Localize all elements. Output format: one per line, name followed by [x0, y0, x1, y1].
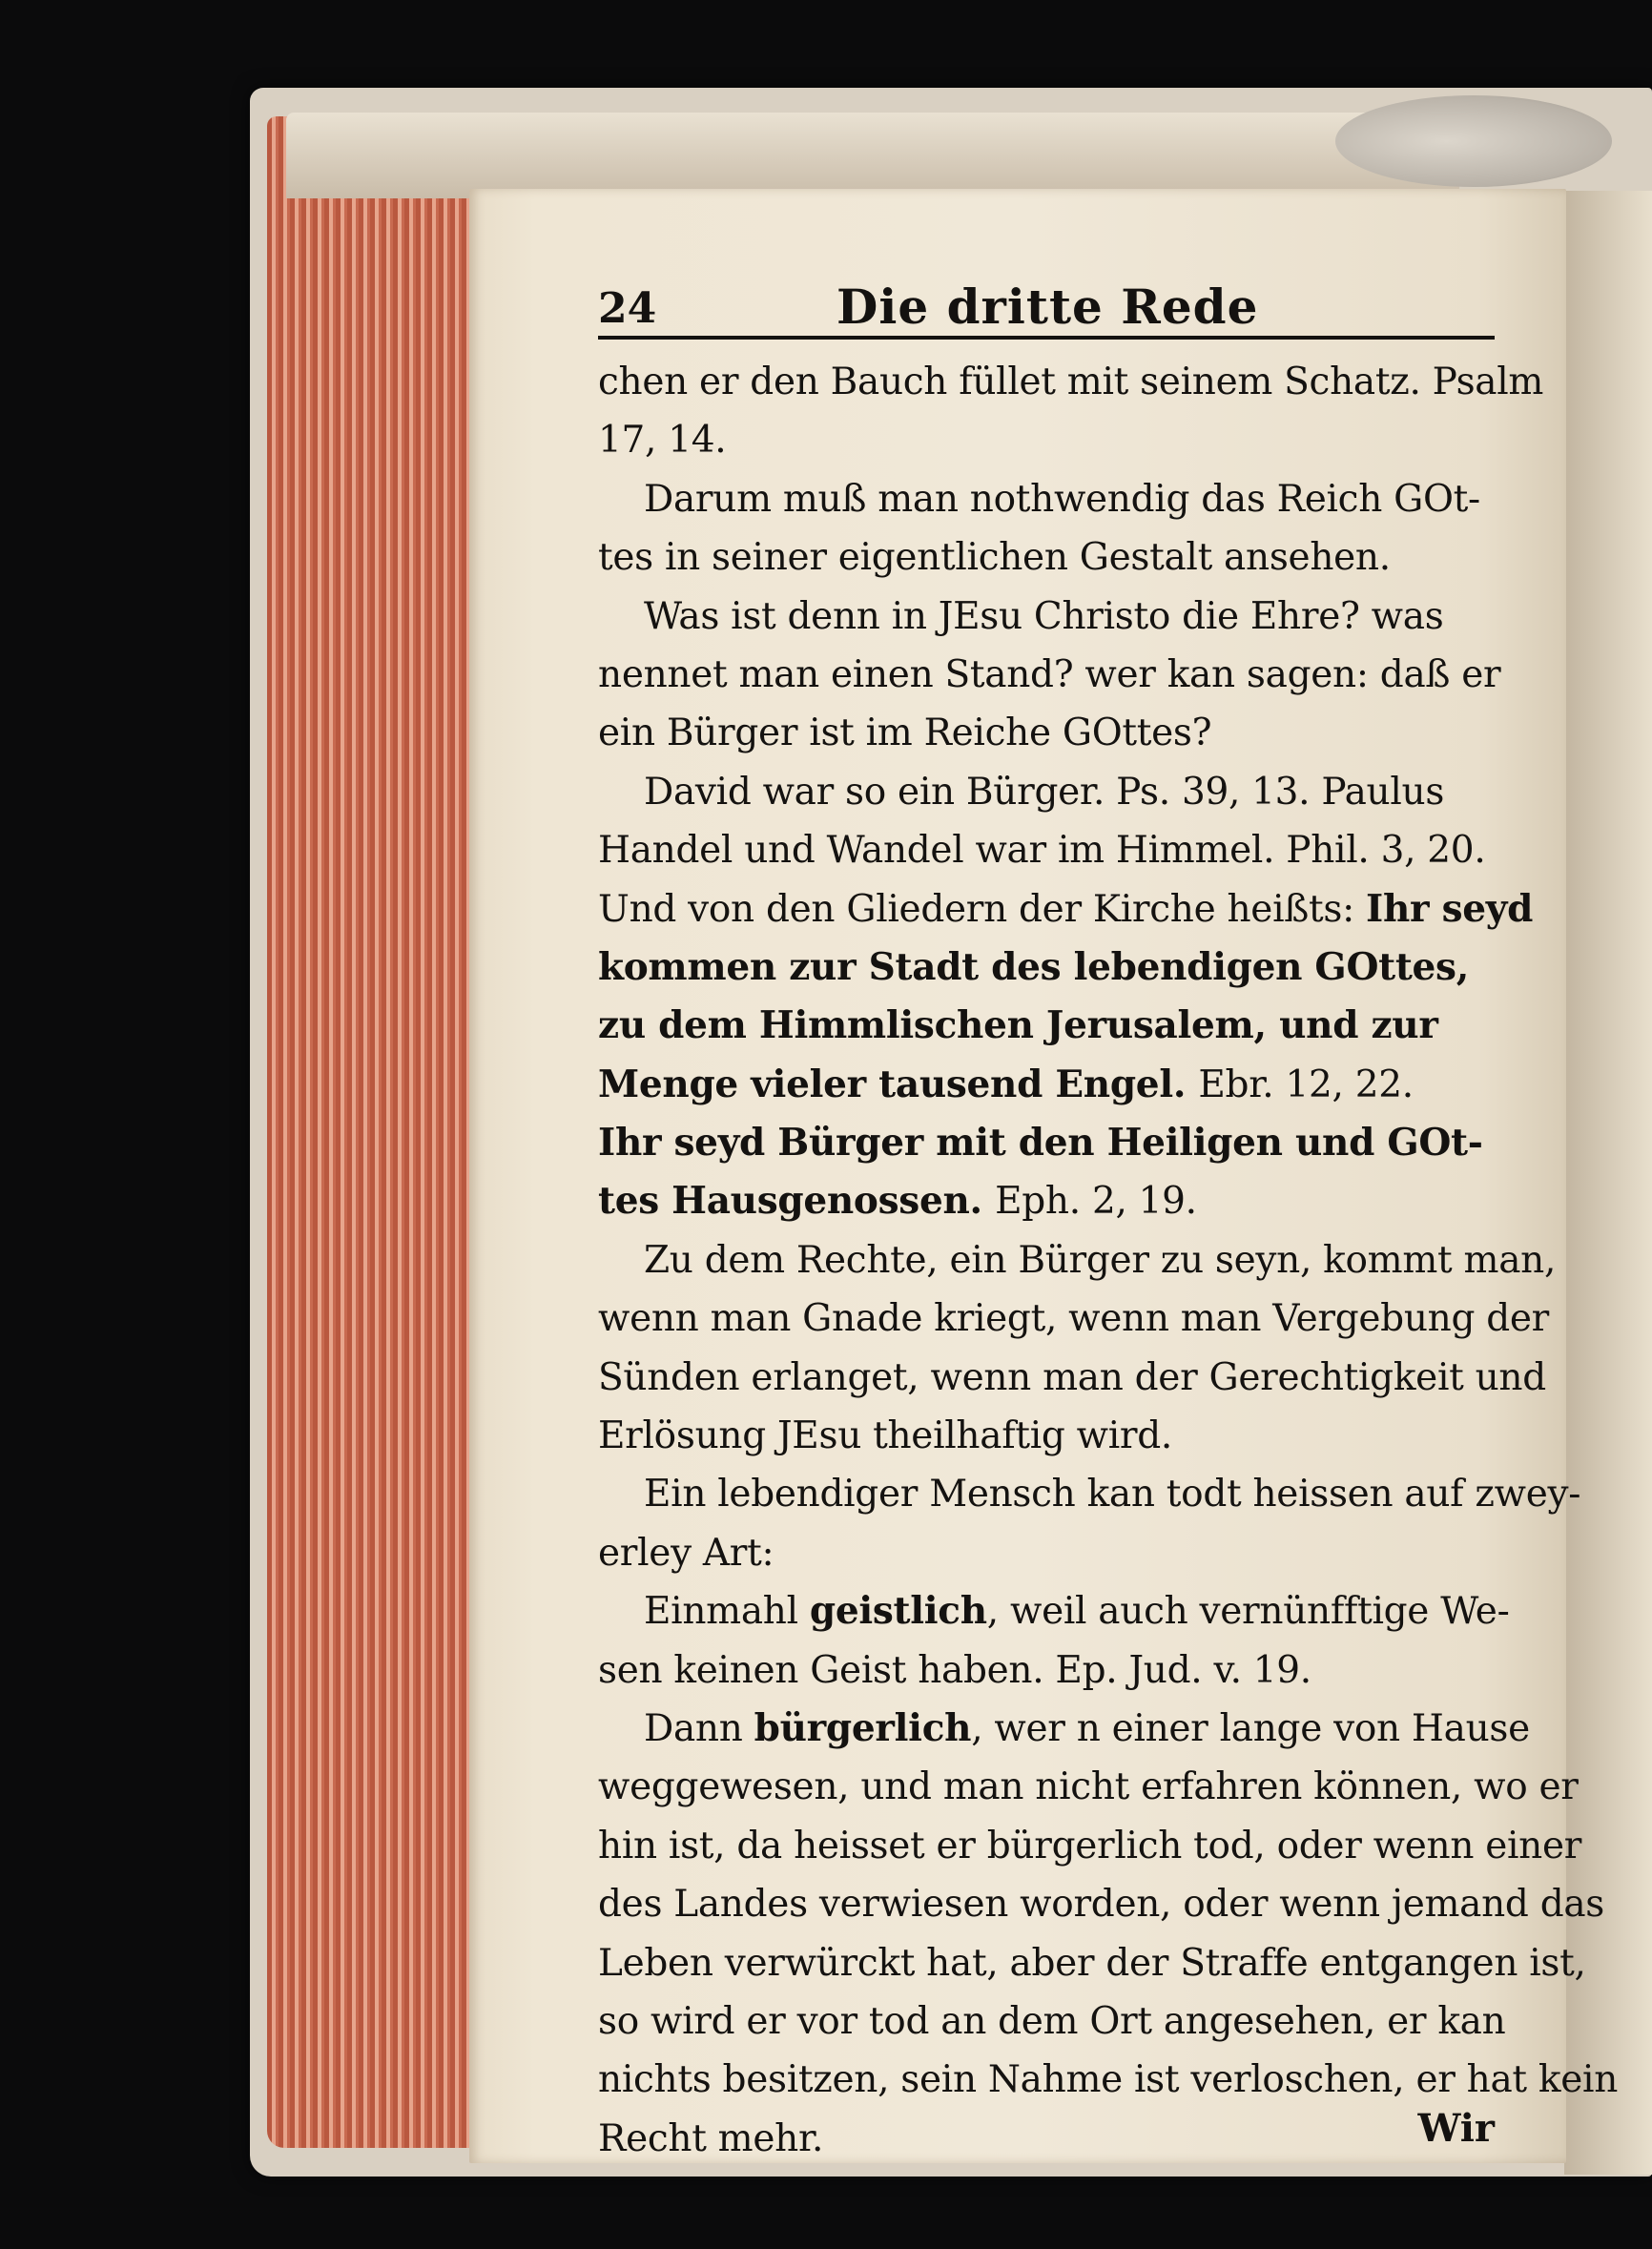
text-line — [598, 528, 1495, 587]
page-text-block — [598, 275, 1619, 2160]
text-segment: Was ist denn in JEsu Christo die Ehre? was — [644, 594, 1444, 638]
text-line — [598, 1934, 1586, 1992]
text-line — [598, 1231, 1557, 1290]
text-line — [598, 353, 1544, 411]
text-segment: David war so ein Bürger. Ps. 39, 13. Paulus — [644, 770, 1445, 814]
text-segment: Ebr. 12, 22. — [1198, 1063, 1414, 1106]
text-line — [598, 1290, 1550, 1348]
text-segment: Leben verwürckt hat, aber der Straffe entgangen ist, — [598, 1941, 1586, 1985]
text-line — [598, 821, 1495, 879]
text-segment: ein Bürger ist im Reiche GOttes? — [598, 712, 1212, 755]
body-text — [598, 353, 1619, 2168]
text-segment: , weil auch vernünfftige We- — [986, 1590, 1510, 1634]
text-line — [598, 1524, 1495, 1582]
text-segment: Dann — [644, 1706, 754, 1750]
text-segment: Sünden erlanget, wenn man der Gerechtigkeit und — [598, 1355, 1546, 1399]
text-segment: des Landes verwiesen worden, oder wenn jemand das — [598, 1883, 1605, 1927]
text-line — [598, 1641, 1495, 1700]
text-segment: nennet man einen Stand? wer kan sagen: daß er — [598, 652, 1501, 696]
top-edge — [286, 113, 1459, 198]
text-segment: kommen zur Stadt des lebendigen GOttes, — [598, 944, 1469, 989]
text-line — [598, 1056, 1495, 1114]
text-line — [598, 763, 1495, 821]
text-segment: Ihr seyd — [1366, 886, 1534, 931]
text-line — [598, 1700, 1530, 1758]
text-segment: wenn man Gnade kriegt, wenn man Vergebung der — [598, 1297, 1550, 1341]
text-segment: Recht mehr. — [598, 2116, 824, 2160]
text-line — [598, 2110, 1495, 2168]
thumb-tab — [1335, 95, 1612, 187]
text-line — [598, 411, 1495, 469]
text-segment: Und von den Gliedern der Kirche heißts: — [598, 887, 1367, 931]
text-segment: so wird er vor tod an dem Ort angesehen, er kan — [598, 1999, 1506, 2043]
text-segment: 17, 14. — [598, 419, 727, 463]
text-segment: erley Art: — [598, 1531, 774, 1575]
text-line — [598, 1992, 1506, 2051]
text-segment: Ihr seyd Bürger mit den Heiligen und GOt- — [598, 1121, 1483, 1166]
text-segment: tes in seiner eigentlichen Gestalt ansehen. — [598, 536, 1391, 580]
text-segment: zu dem Himmlischen Jerusalem, und zur — [598, 1003, 1438, 1048]
text-line — [598, 1465, 1581, 1523]
text-segment: sen keinen Geist haben. Ep. Jud. v. 19. — [598, 1648, 1311, 1692]
text-line — [598, 1114, 1495, 1172]
text-segment: Ein lebendiger Mensch kan todt heissen auf zwey- — [644, 1473, 1581, 1517]
running-head: Die dritte Rede — [836, 279, 1259, 335]
text-segment: hin ist, da heisset er bürgerlich tod, oder wenn einer — [598, 1824, 1582, 1867]
text-segment: Zu dem Rechte, ein Bürger zu seyn, kommt man, — [644, 1238, 1557, 1282]
text-segment: Erlösung JEsu theilhaftig wird. — [598, 1414, 1172, 1458]
text-line — [598, 1582, 1510, 1640]
text-line — [598, 1349, 1546, 1407]
catchword: Wir — [1417, 2106, 1495, 2151]
text-line — [598, 997, 1495, 1055]
book-page — [469, 189, 1619, 2163]
text-line — [598, 1817, 1582, 1875]
text-segment: Einmahl — [644, 1590, 810, 1634]
text-line — [598, 1172, 1495, 1230]
text-segment: Menge vieler tausend Engel. — [598, 1062, 1199, 1106]
text-line — [598, 880, 1534, 939]
text-segment: chen er den Bauch füllet mit seinem Schatz. Psalm — [598, 361, 1544, 403]
text-line — [598, 646, 1501, 704]
text-segment: geistlich — [809, 1589, 987, 1634]
text-segment: weggewesen, und man nicht erfahren können, wo er — [598, 1765, 1579, 1809]
text-line — [598, 470, 1495, 528]
text-segment: Eph. 2, 19. — [995, 1180, 1197, 1224]
text-segment: Darum muß man nothwendig das Reich GOt- — [644, 477, 1480, 521]
page-number: 24 — [598, 284, 657, 333]
text-line — [598, 939, 1495, 997]
text-segment: , wer n einer lange von Hause — [971, 1706, 1530, 1750]
text-line — [598, 588, 1495, 646]
text-segment: nichts besitzen, sein Nahme ist verloschen, er hat kein — [598, 2058, 1619, 2102]
page-edges — [267, 116, 486, 2148]
text-line — [598, 1758, 1579, 1816]
facing-page-edge — [1564, 191, 1652, 2175]
text-segment: Handel und Wandel war im Himmel. Phil. 3, 20. — [598, 829, 1486, 873]
text-segment: tes Hausgenossen. — [598, 1179, 996, 1224]
page-header — [598, 275, 1495, 340]
text-segment: bürgerlich — [754, 1705, 972, 1750]
text-line — [598, 1407, 1495, 1465]
text-line — [598, 704, 1495, 762]
text-line — [598, 2051, 1619, 2109]
text-line — [598, 1875, 1605, 1933]
